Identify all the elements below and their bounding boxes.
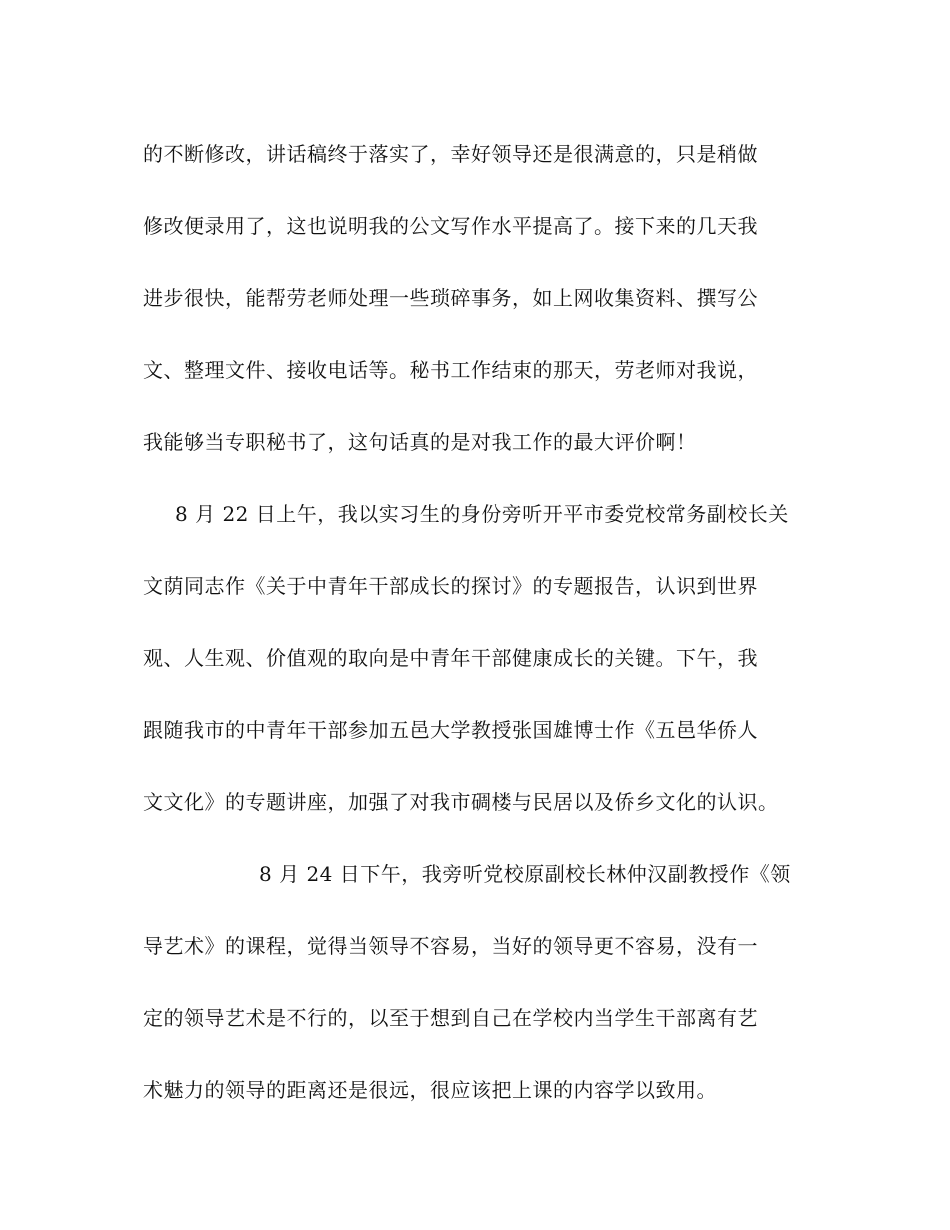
text-line: 文文化》的专题讲座，加强了对我市碉楼与民居以及侨乡文化的认识。 — [143, 790, 779, 814]
text-line: 导艺术》的课程，觉得当领导不容易，当好的领导更不容易，没有一 — [143, 934, 758, 958]
paragraph-aug-24 — [143, 838, 807, 1126]
text-line: 我能够当专职秘书了，这句话真的是对我工作的最大评价啊！ — [143, 430, 697, 454]
text-line: 术魅力的领导的距离还是很远，很应该把上课的内容学以致用。 — [143, 1078, 717, 1102]
text-line: 8 月 24 日下午，我旁听党校原副校长林仲汉副教授作《领 — [259, 862, 791, 886]
text-line: 进步很快，能帮劳老师处理一些琐碎事务，如上网收集资料、撰写公 — [143, 286, 758, 310]
text-line: 定的领导艺术是不行的，以至于想到自己在学校内当学生干部离有艺 — [143, 1006, 758, 1030]
text-line: 的不断修改，讲话稿终于落实了，幸好领导还是很满意的，只是稍做 — [143, 142, 758, 166]
text-line: 文、整理文件、接收电话等。秘书工作结束的那天，劳老师对我说， — [143, 358, 758, 382]
text-line: 观、人生观、价值观的取向是中青年干部健康成长的关键。下午，我 — [143, 646, 758, 670]
text-line: 8 月 22 日上午，我以实习生的身份旁听开平市委党校常务副校长关 — [175, 502, 789, 526]
text-line: 跟随我市的中青年干部参加五邑大学教授张国雄博士作《五邑华侨人 — [143, 718, 758, 742]
paragraph-aug-22 — [143, 478, 807, 838]
text-line: 修改便录用了，这也说明我的公文写作水平提高了。接下来的几天我 — [143, 214, 758, 238]
paragraph-secretary-work — [143, 118, 807, 478]
text-line: 文荫同志作《关于中青年干部成长的探讨》的专题报告，认识到世界 — [143, 574, 758, 598]
